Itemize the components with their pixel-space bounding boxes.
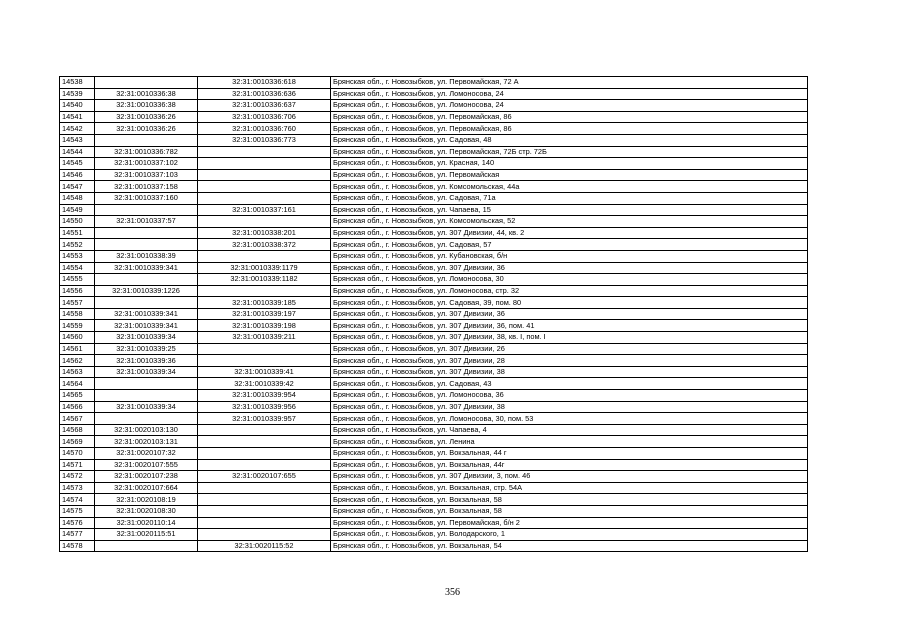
cadastral-number-cell: 32:31:0010336:38 (95, 100, 198, 112)
address-cell: Брянская обл., г. Новозыбков, ул. 307 Дивизии, 3, пом. 46 (331, 471, 808, 483)
address-cell: Брянская обл., г. Новозыбков, ул. Садовая, 57 (331, 239, 808, 251)
object-cadastral-number-cell: 32:31:0010336:636 (198, 88, 331, 100)
cadastral-number-cell: 32:31:0010337:102 (95, 158, 198, 170)
object-cadastral-number-cell (198, 482, 331, 494)
cadastral-number-cell: 32:31:0020107:664 (95, 482, 198, 494)
row-number-cell: 14576 (60, 517, 95, 529)
row-number-cell: 14542 (60, 123, 95, 135)
object-cadastral-number-cell: 32:31:0010336:760 (198, 123, 331, 135)
address-cell: Брянская обл., г. Новозыбков, ул. Первомайская, 86 (331, 123, 808, 135)
object-cadastral-number-cell (198, 494, 331, 506)
address-cell: Брянская обл., г. Новозыбков, ул. Первомайская, 86 (331, 111, 808, 123)
row-number-cell: 14556 (60, 285, 95, 297)
object-cadastral-number-cell (198, 146, 331, 158)
cadastral-number-cell: 32:31:0010337:103 (95, 169, 198, 181)
row-number-cell: 14573 (60, 482, 95, 494)
address-cell: Брянская обл., г. Новозыбков, ул. Чапаева, 4 (331, 424, 808, 436)
table-row (60, 216, 808, 228)
table-row (60, 146, 808, 158)
address-cell: Брянская обл., г. Новозыбков, ул. Садовая, 71а (331, 192, 808, 204)
row-number-cell: 14572 (60, 471, 95, 483)
address-cell: Брянская обл., г. Новозыбков, ул. Ломоносова, 24 (331, 88, 808, 100)
address-cell: Брянская обл., г. Новозыбков, ул. Ломоносова, 36 (331, 390, 808, 402)
row-number-cell: 14546 (60, 169, 95, 181)
address-cell: Брянская обл., г. Новозыбков, ул. Чапаева, 15 (331, 204, 808, 216)
address-cell: Брянская обл., г. Новозыбков, ул. 307 Дивизии, 38 (331, 401, 808, 413)
table-row (60, 111, 808, 123)
address-cell: Брянская обл., г. Новозыбков, ул. Комсомольская, 52 (331, 216, 808, 228)
table-row (60, 77, 808, 89)
object-cadastral-number-cell: 32:31:0020107:655 (198, 471, 331, 483)
row-number-cell: 14555 (60, 274, 95, 286)
address-cell: Брянская обл., г. Новозыбков, ул. 307 Дивизии, 26 (331, 343, 808, 355)
cadastral-number-cell: 32:31:0010336:26 (95, 111, 198, 123)
cadastral-number-cell (95, 134, 198, 146)
cadastral-number-cell: 32:31:0010339:34 (95, 366, 198, 378)
address-cell: Брянская обл., г. Новозыбков, ул. Вокзальная, 44 г (331, 448, 808, 460)
table-row (60, 482, 808, 494)
row-number-cell: 14544 (60, 146, 95, 158)
cadastral-number-cell: 32:31:0010339:25 (95, 343, 198, 355)
cadastral-number-cell: 32:31:0010337:158 (95, 181, 198, 193)
cadastral-number-cell: 32:31:0010339:341 (95, 308, 198, 320)
object-cadastral-number-cell (198, 181, 331, 193)
table-row (60, 505, 808, 517)
row-number-cell: 14553 (60, 250, 95, 262)
address-cell: Брянская обл., г. Новозыбков, ул. Ленина (331, 436, 808, 448)
cadastral-number-cell: 32:31:0010339:1226 (95, 285, 198, 297)
address-cell: Брянская обл., г. Новозыбков, ул. Первомайская, б/н 2 (331, 517, 808, 529)
table-row (60, 169, 808, 181)
row-number-cell: 14559 (60, 320, 95, 332)
table-row (60, 123, 808, 135)
address-cell: Брянская обл., г. Новозыбков, ул. 307 Дивизии, 36 (331, 262, 808, 274)
table-row (60, 343, 808, 355)
table-row (60, 88, 808, 100)
cadastral-number-cell (95, 77, 198, 89)
object-cadastral-number-cell: 32:31:0010338:372 (198, 239, 331, 251)
object-cadastral-number-cell: 32:31:0010339:198 (198, 320, 331, 332)
object-cadastral-number-cell: 32:31:0010336:618 (198, 77, 331, 89)
cadastral-number-cell: 32:31:0010336:38 (95, 88, 198, 100)
object-cadastral-number-cell: 32:31:0010339:211 (198, 332, 331, 344)
table-row (60, 204, 808, 216)
cadastral-number-cell (95, 540, 198, 552)
row-number-cell: 14541 (60, 111, 95, 123)
row-number-cell: 14577 (60, 529, 95, 541)
row-number-cell: 14548 (60, 192, 95, 204)
table-row (60, 181, 808, 193)
cadastral-number-cell (95, 227, 198, 239)
cadastral-number-cell: 32:31:0020115:51 (95, 529, 198, 541)
object-cadastral-number-cell (198, 285, 331, 297)
cadastral-number-cell: 32:31:0020103:131 (95, 436, 198, 448)
row-number-cell: 14560 (60, 332, 95, 344)
table-row (60, 308, 808, 320)
cadastral-number-cell: 32:31:0020107:555 (95, 459, 198, 471)
cadastral-number-cell: 32:31:0010339:341 (95, 320, 198, 332)
cadastral-number-cell (95, 390, 198, 402)
object-cadastral-number-cell: 32:31:0010339:954 (198, 390, 331, 402)
cadastral-number-cell (95, 204, 198, 216)
table-row (60, 413, 808, 425)
registry-table-body (60, 77, 808, 552)
cadastral-number-cell: 32:31:0020107:32 (95, 448, 198, 460)
address-cell: Брянская обл., г. Новозыбков, ул. 307 Дивизии, 38, кв. I, пом. I (331, 332, 808, 344)
address-cell: Брянская обл., г. Новозыбков, ул. Ломоносова, 30 (331, 274, 808, 286)
object-cadastral-number-cell: 32:31:0010337:161 (198, 204, 331, 216)
object-cadastral-number-cell: 32:31:0010336:706 (198, 111, 331, 123)
cadastral-number-cell: 32:31:0010339:34 (95, 401, 198, 413)
table-row (60, 401, 808, 413)
table-row (60, 448, 808, 460)
row-number-cell: 14547 (60, 181, 95, 193)
table-row (60, 366, 808, 378)
table-row (60, 134, 808, 146)
row-number-cell: 14566 (60, 401, 95, 413)
row-number-cell: 14565 (60, 390, 95, 402)
row-number-cell: 14549 (60, 204, 95, 216)
cadastral-number-cell (95, 378, 198, 390)
row-number-cell: 14551 (60, 227, 95, 239)
object-cadastral-number-cell: 32:31:0010339:41 (198, 366, 331, 378)
row-number-cell: 14552 (60, 239, 95, 251)
table-row (60, 192, 808, 204)
object-cadastral-number-cell: 32:31:0010339:956 (198, 401, 331, 413)
address-cell: Брянская обл., г. Новозыбков, ул. Вокзальная, 44г (331, 459, 808, 471)
address-cell: Брянская обл., г. Новозыбков, ул. Первомайская, 72 А (331, 77, 808, 89)
object-cadastral-number-cell (198, 343, 331, 355)
table-row (60, 540, 808, 552)
row-number-cell: 14558 (60, 308, 95, 320)
table-row (60, 471, 808, 483)
cadastral-number-cell (95, 239, 198, 251)
object-cadastral-number-cell (198, 355, 331, 367)
page-number: 356 (445, 587, 460, 598)
address-cell: Брянская обл., г. Новозыбков, ул. Вокзальная, 54 (331, 540, 808, 552)
cadastral-number-cell: 32:31:0010336:782 (95, 146, 198, 158)
address-cell: Брянская обл., г. Новозыбков, ул. Вокзальная, стр. 54А (331, 482, 808, 494)
cadastral-number-cell (95, 297, 198, 309)
address-cell: Брянская обл., г. Новозыбков, ул. Володарского, 1 (331, 529, 808, 541)
object-cadastral-number-cell: 32:31:0010338:201 (198, 227, 331, 239)
table-row (60, 332, 808, 344)
address-cell: Брянская обл., г. Новозыбков, ул. Садовая, 39, пом. 80 (331, 297, 808, 309)
table-row (60, 517, 808, 529)
table-row (60, 285, 808, 297)
address-cell: Брянская обл., г. Новозыбков, ул. Кубановская, б/н (331, 250, 808, 262)
cadastral-number-cell: 32:31:0020108:30 (95, 505, 198, 517)
object-cadastral-number-cell (198, 250, 331, 262)
table-row (60, 262, 808, 274)
cadastral-number-cell: 32:31:0010336:26 (95, 123, 198, 135)
row-number-cell: 14562 (60, 355, 95, 367)
object-cadastral-number-cell (198, 448, 331, 460)
address-cell: Брянская обл., г. Новозыбков, ул. Ломоносова, 30, пом. 53 (331, 413, 808, 425)
cadastral-number-cell: 32:31:0010339:34 (95, 332, 198, 344)
address-cell: Брянская обл., г. Новозыбков, ул. 307 Дивизии, 38 (331, 366, 808, 378)
address-cell: Брянская обл., г. Новозыбков, ул. 307 Дивизии, 36 (331, 308, 808, 320)
cadastral-number-cell: 32:31:0020110:14 (95, 517, 198, 529)
cadastral-number-cell: 32:31:0010339:341 (95, 262, 198, 274)
row-number-cell: 14574 (60, 494, 95, 506)
table-row (60, 390, 808, 402)
address-cell: Брянская обл., г. Новозыбков, ул. 307 Дивизии, 28 (331, 355, 808, 367)
address-cell: Брянская обл., г. Новозыбков, ул. Ломоносова, 24 (331, 100, 808, 112)
registry-table (59, 76, 808, 552)
table-row (60, 378, 808, 390)
object-cadastral-number-cell (198, 192, 331, 204)
address-cell: Брянская обл., г. Новозыбков, ул. Вокзальная, 58 (331, 505, 808, 517)
address-cell: Брянская обл., г. Новозыбков, ул. Красная, 140 (331, 158, 808, 170)
cadastral-number-cell: 32:31:0010339:36 (95, 355, 198, 367)
address-cell: Брянская обл., г. Новозыбков, ул. Первомайская (331, 169, 808, 181)
row-number-cell: 14540 (60, 100, 95, 112)
table-row (60, 297, 808, 309)
object-cadastral-number-cell (198, 169, 331, 181)
table-row (60, 250, 808, 262)
cadastral-number-cell: 32:31:0020108:19 (95, 494, 198, 506)
object-cadastral-number-cell (198, 216, 331, 228)
object-cadastral-number-cell (198, 459, 331, 471)
table-row (60, 320, 808, 332)
object-cadastral-number-cell: 32:31:0010339:197 (198, 308, 331, 320)
object-cadastral-number-cell (198, 424, 331, 436)
row-number-cell: 14545 (60, 158, 95, 170)
object-cadastral-number-cell (198, 529, 331, 541)
row-number-cell: 14554 (60, 262, 95, 274)
row-number-cell: 14569 (60, 436, 95, 448)
object-cadastral-number-cell (198, 436, 331, 448)
table-row (60, 355, 808, 367)
object-cadastral-number-cell: 32:31:0010339:42 (198, 378, 331, 390)
object-cadastral-number-cell (198, 158, 331, 170)
row-number-cell: 14571 (60, 459, 95, 471)
object-cadastral-number-cell: 32:31:0010339:1182 (198, 274, 331, 286)
table-row (60, 529, 808, 541)
row-number-cell: 14578 (60, 540, 95, 552)
cadastral-number-cell (95, 274, 198, 286)
object-cadastral-number-cell (198, 505, 331, 517)
row-number-cell: 14550 (60, 216, 95, 228)
object-cadastral-number-cell: 32:31:0010336:637 (198, 100, 331, 112)
cadastral-number-cell: 32:31:0010338:39 (95, 250, 198, 262)
address-cell: Брянская обл., г. Новозыбков, ул. Комсомольская, 44а (331, 181, 808, 193)
table-row (60, 436, 808, 448)
row-number-cell: 14567 (60, 413, 95, 425)
table-row (60, 274, 808, 286)
cadastral-number-cell: 32:31:0010337:57 (95, 216, 198, 228)
row-number-cell: 14543 (60, 134, 95, 146)
table-row (60, 158, 808, 170)
row-number-cell: 14575 (60, 505, 95, 517)
row-number-cell: 14564 (60, 378, 95, 390)
cadastral-number-cell: 32:31:0010337:160 (95, 192, 198, 204)
row-number-cell: 14563 (60, 366, 95, 378)
object-cadastral-number-cell: 32:31:0010339:185 (198, 297, 331, 309)
address-cell: Брянская обл., г. Новозыбков, ул. Вокзальная, 58 (331, 494, 808, 506)
address-cell: Брянская обл., г. Новозыбков, ул. Первомайская, 72Б стр. 72Б (331, 146, 808, 158)
address-cell: Брянская обл., г. Новозыбков, ул. Ломоносова, стр. 32 (331, 285, 808, 297)
table-row (60, 424, 808, 436)
row-number-cell: 14561 (60, 343, 95, 355)
address-cell: Брянская обл., г. Новозыбков, ул. Садовая, 43 (331, 378, 808, 390)
address-cell: Брянская обл., г. Новозыбков, ул. 307 Дивизии, 44, кв. 2 (331, 227, 808, 239)
table-row (60, 100, 808, 112)
table-row (60, 494, 808, 506)
row-number-cell: 14568 (60, 424, 95, 436)
row-number-cell: 14538 (60, 77, 95, 89)
row-number-cell: 14539 (60, 88, 95, 100)
address-cell: Брянская обл., г. Новозыбков, ул. 307 Дивизии, 36, пом. 41 (331, 320, 808, 332)
row-number-cell: 14557 (60, 297, 95, 309)
object-cadastral-number-cell: 32:31:0020115:52 (198, 540, 331, 552)
object-cadastral-number-cell (198, 517, 331, 529)
table-row (60, 239, 808, 251)
cadastral-number-cell: 32:31:0020103:130 (95, 424, 198, 436)
object-cadastral-number-cell: 32:31:0010339:1179 (198, 262, 331, 274)
table-row (60, 459, 808, 471)
object-cadastral-number-cell: 32:31:0010336:773 (198, 134, 331, 146)
cadastral-number-cell (95, 413, 198, 425)
address-cell: Брянская обл., г. Новозыбков, ул. Садовая, 48 (331, 134, 808, 146)
row-number-cell: 14570 (60, 448, 95, 460)
table-row (60, 227, 808, 239)
object-cadastral-number-cell: 32:31:0010339:957 (198, 413, 331, 425)
cadastral-number-cell: 32:31:0020107:238 (95, 471, 198, 483)
